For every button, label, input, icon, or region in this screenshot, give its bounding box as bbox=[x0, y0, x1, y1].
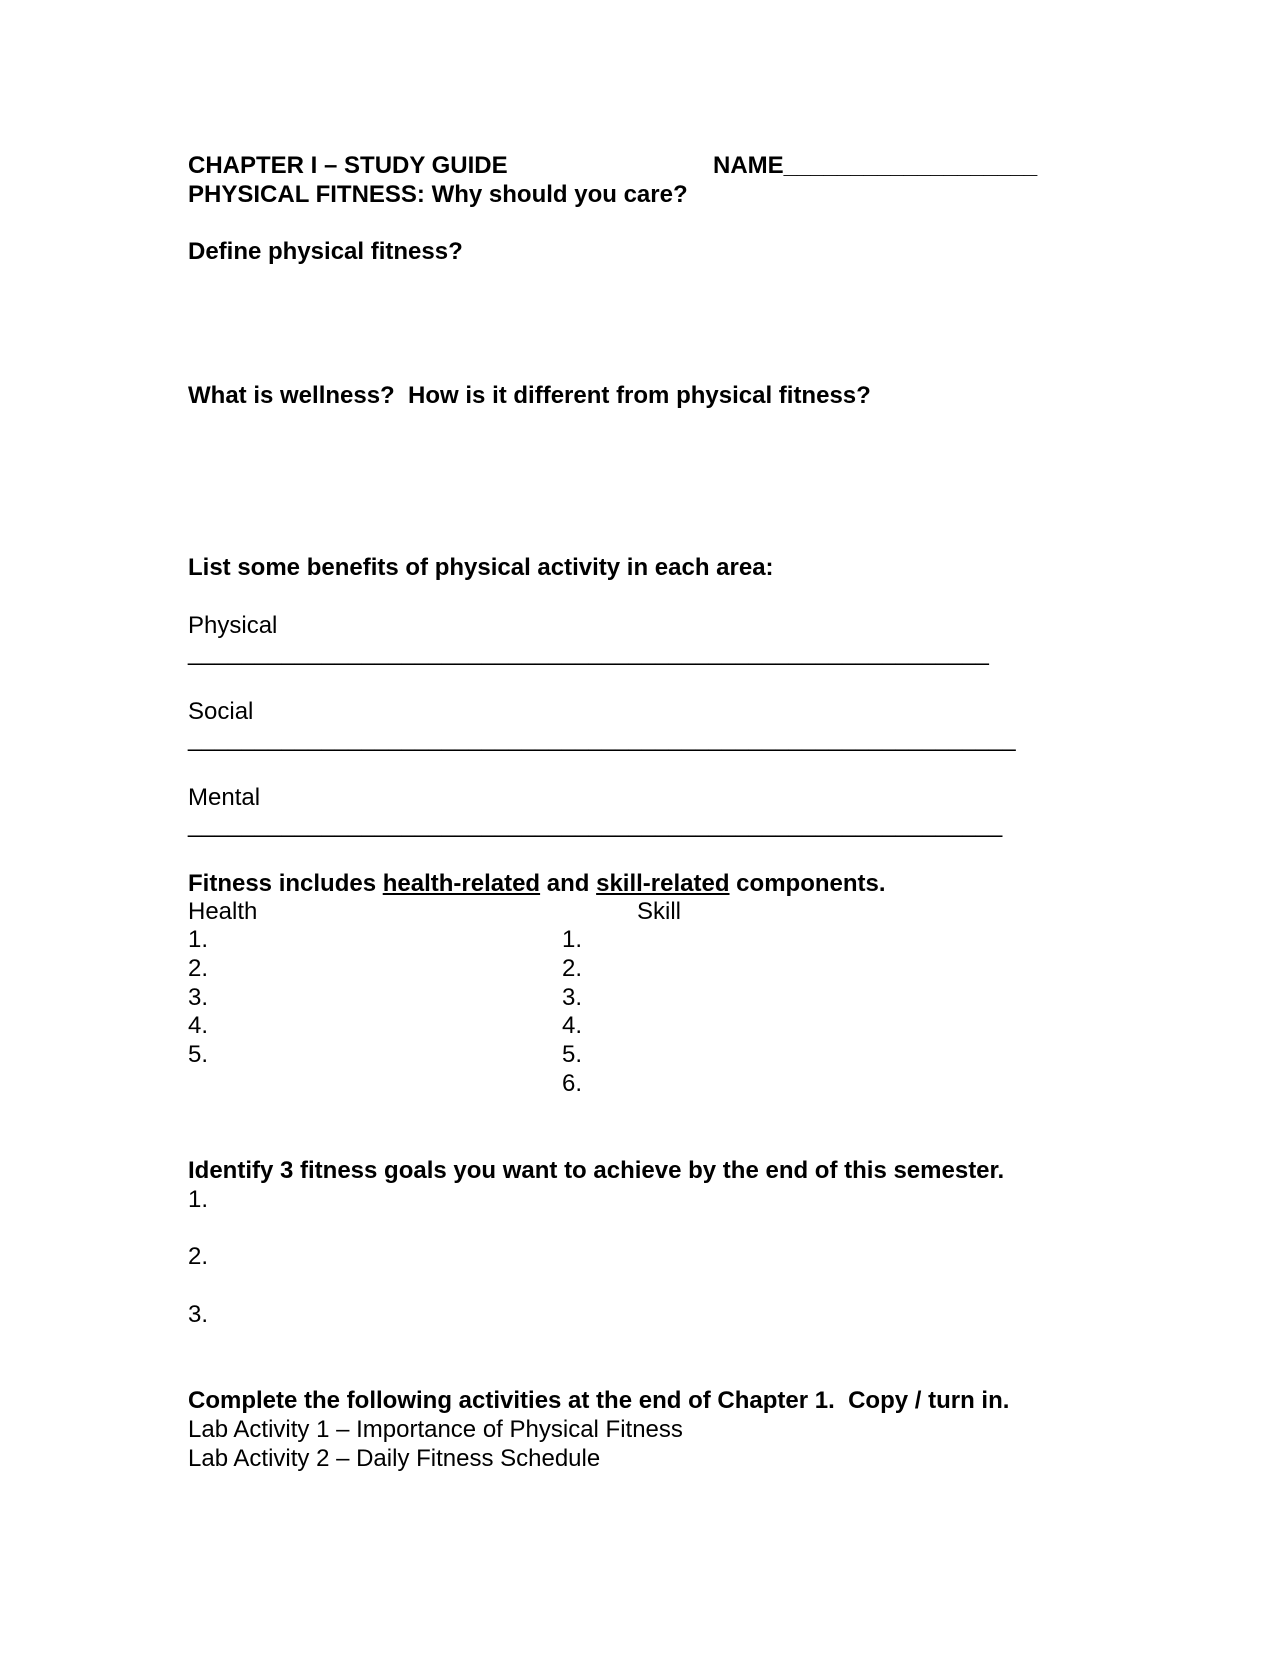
skill-list-item: 6. bbox=[562, 1070, 583, 1097]
benefit-area-label: Physical bbox=[188, 612, 278, 639]
document-subtitle: PHYSICAL FITNESS: Why should you care? bbox=[188, 181, 688, 208]
lab-activity-item: Lab Activity 1 – Importance of Physical Fitness bbox=[188, 1416, 683, 1443]
question-wellness: What is wellness? How is it different from physical fitness? bbox=[188, 382, 871, 409]
name-field-label: NAME___________________ bbox=[713, 152, 1038, 179]
skill-list-item: 5. bbox=[562, 1041, 583, 1068]
health-list-item: 2. bbox=[188, 955, 209, 982]
goal-list-item: 2. bbox=[188, 1243, 209, 1270]
question-benefits: List some benefits of physical activity in each area: bbox=[188, 554, 774, 581]
answer-line: _____________________________________________________________ bbox=[188, 811, 1003, 838]
health-list-item: 1. bbox=[188, 926, 209, 953]
components-prompt-and: and bbox=[540, 870, 597, 897]
question-goals: Identify 3 fitness goals you want to achieve by the end of this semester. bbox=[188, 1157, 1005, 1184]
skill-related-term: skill-related bbox=[596, 870, 730, 897]
chapter-title: CHAPTER I – STUDY GUIDE bbox=[188, 152, 508, 179]
goal-list-item: 3. bbox=[188, 1301, 209, 1328]
skill-list-item: 3. bbox=[562, 984, 583, 1011]
skill-list-item: 4. bbox=[562, 1012, 583, 1039]
benefit-area-label: Mental bbox=[188, 784, 261, 811]
skill-column-header: Skill bbox=[637, 898, 682, 925]
answer-line: ______________________________________________________________ bbox=[188, 725, 1016, 752]
benefit-area-label: Social bbox=[188, 698, 254, 725]
health-list-item: 4. bbox=[188, 1012, 209, 1039]
question-components bbox=[188, 870, 886, 898]
skill-list-item: 2. bbox=[562, 955, 583, 982]
components-prompt-post: components. bbox=[729, 870, 886, 897]
health-list-item: 3. bbox=[188, 984, 209, 1011]
question-define-fitness: Define physical fitness? bbox=[188, 238, 463, 265]
skill-list-item: 1. bbox=[562, 926, 583, 953]
health-column-header: Health bbox=[188, 898, 258, 925]
goal-list-item: 1. bbox=[188, 1186, 209, 1213]
lab-activity-item: Lab Activity 2 – Daily Fitness Schedule bbox=[188, 1445, 601, 1472]
question-activities: Complete the following activities at the end of Chapter 1. Copy / turn in. bbox=[188, 1387, 1010, 1414]
health-list-item: 5. bbox=[188, 1041, 209, 1068]
components-prompt-pre: Fitness includes bbox=[188, 870, 383, 897]
answer-line: ____________________________________________________________ bbox=[188, 639, 989, 666]
health-related-term: health-related bbox=[382, 870, 541, 897]
